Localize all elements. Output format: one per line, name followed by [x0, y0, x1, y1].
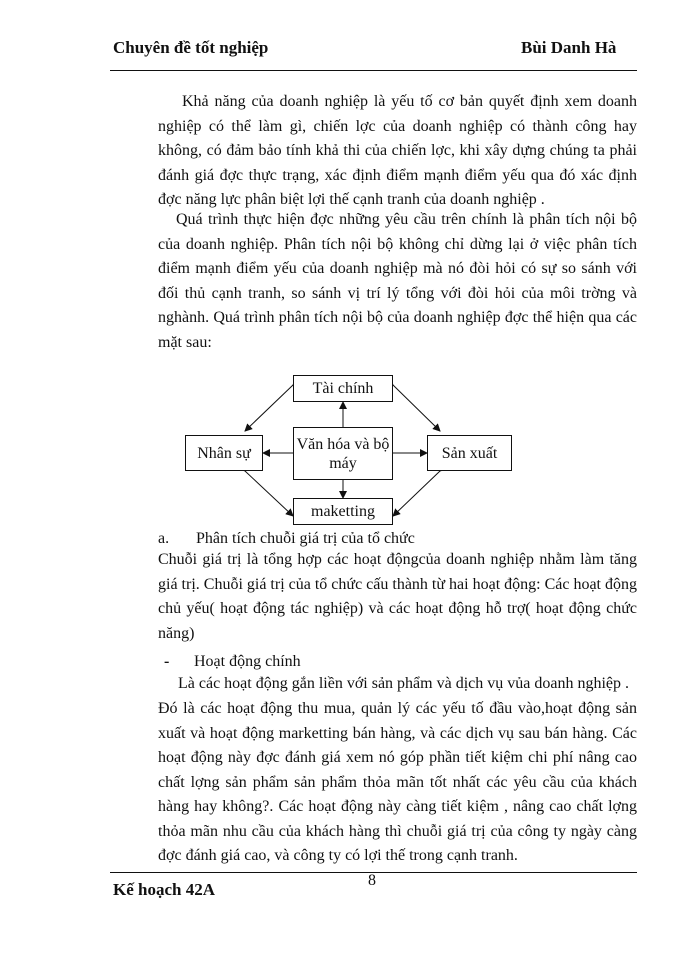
paragraph-capability: Khả năng của doanh nghiệp là yếu tố cơ bản quyết định xem doanh nghiệp có thể làm gì, chiến lợc của doanh nghiệp có thành công hay không, có đảm bảo tính khả thi của chiến lợc, khi xây dựng chúng ta phải đánh giá đợc thực trạng, xác định điểm mạnh điểm yếu qua đó xác định đợc năng lực phân biệt lợi thế cạnh tranh của doanh nghiệp . — [158, 93, 637, 208]
paragraph-main-activities-detail: Đó là các hoạt động thu mua, quản lý các yếu tố đầu vào,hoạt động sản xuất và hoạt động marketting bán hàng, và các dịch vụ sau bán hàng. Các hoạt động này đợc đánh giá xem nó góp phần tiết kiệm chi phí nâng cao chất lợng sản phẩm sản phẩm thỏa mãn tốt nhất các yêu cầu của khách hàng hay không?. Các hoạt động này càng tiết kiệm , nâng cao chất lợng thỏa mãn nhu cầu của khách hàng thì chuỗi giá trị của công ty ngày càng đợc đánh giá cao, và công ty có lợi thế trong cạnh tranh. — [158, 700, 637, 864]
arrow-top-right — [393, 385, 440, 431]
bullet-marker: - — [164, 653, 170, 670]
header-author: Bùi Danh Hà — [521, 38, 617, 57]
diagram-box-marketing: maketting — [293, 498, 393, 525]
diagram-box-finance: Tài chính — [293, 375, 393, 402]
arrow-bottom-right — [393, 471, 440, 516]
diagram-box-production: Sản xuất — [427, 435, 512, 471]
arrow-bottom-left — [245, 471, 293, 516]
bullet-main-activities — [164, 653, 301, 671]
paragraph-internal-analysis: Quá trình thực hiện đợc những yêu cầu trên chính là phân tích nội bộ của doanh nghiệp. Phân tích nội bộ không chỉ dừng lại ở việc phân tích điểm mạnh điểm yếu của doanh nghiệp mà nó đòi hỏi có sự so sánh với đối thủ cạnh tranh, so sánh vị trí lý tổng với đòi hỏi của môi trờng và nghành. Quá trình phân tích nội bộ của doanh nghiệp đợc thể hiện qua các mặt sau: — [158, 211, 637, 351]
paragraph-main-activities-intro: Là các hoạt động gắn liền với sản phẩm và dịch vụ vủa doanh nghiệp . — [178, 675, 629, 692]
paragraph-value-chain: Chuỗi giá trị là tổng hợp các hoạt độngcủa doanh nghiệp nhằm làm tăng giá trị. Chuỗi giá trị của tổ chức cấu thành từ hai hoạt động: Các hoạt động chủ yếu( hoạt động tác nghiệp) và các hoạt động hỗ trợ( hoạt động chức năng) — [158, 551, 637, 642]
subheading-text: Phân tích chuỗi giá trị của tổ chức — [196, 530, 415, 547]
arrow-top-left — [245, 385, 293, 431]
footer-class: Kế hoạch 42A — [113, 880, 215, 899]
bullet-text: Hoạt động chính — [194, 653, 301, 670]
diagram-box-culture: Văn hóa và bộ máy — [293, 427, 393, 480]
diagram-box-hr: Nhân sự — [185, 435, 263, 471]
header-title: Chuyên đề tốt nghiệp — [113, 38, 269, 57]
page-number: 8 — [368, 872, 376, 889]
subheading-letter: a. — [158, 530, 170, 547]
subheading — [158, 530, 415, 548]
